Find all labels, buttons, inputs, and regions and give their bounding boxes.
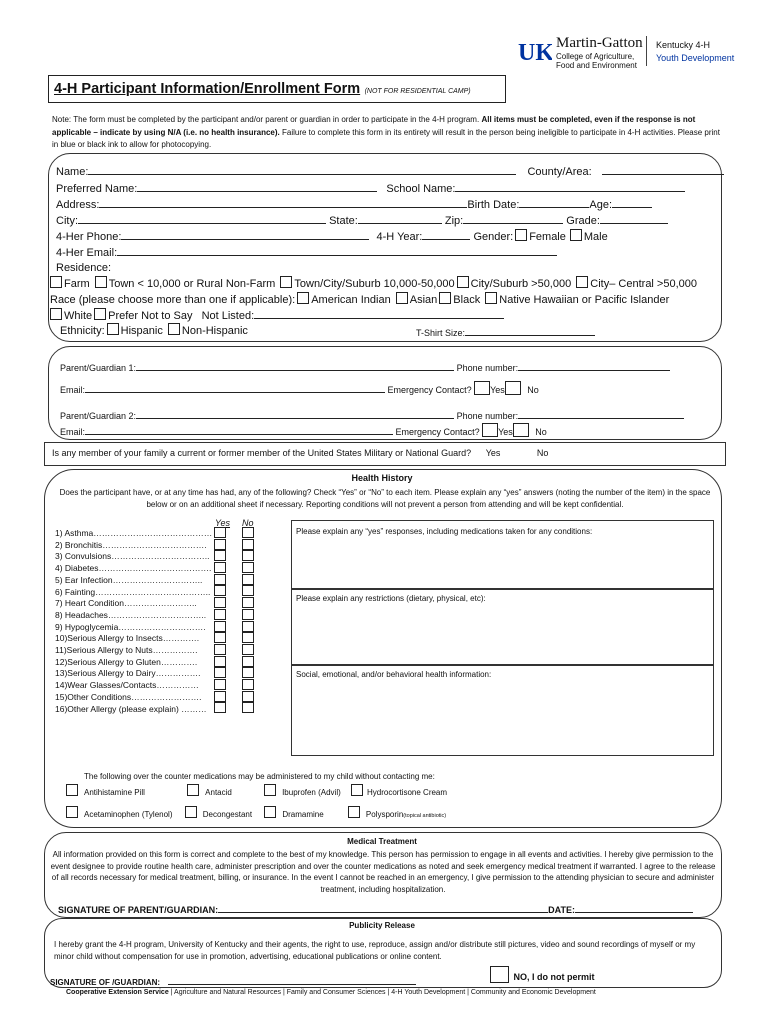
race-american-indian-checkbox[interactable] — [297, 292, 309, 304]
yes-col-header: Yes — [215, 518, 231, 528]
health-yes-checkbox[interactable] — [214, 702, 226, 713]
health-yes-checkbox[interactable] — [214, 644, 226, 655]
address-label: Address: — [56, 199, 100, 211]
health-no-checkbox[interactable] — [242, 550, 254, 561]
form-title-note: (NOT FOR RESIDENTIAL CAMP) — [364, 88, 471, 95]
medical-title: Medical Treatment — [347, 837, 417, 846]
med-decongestant-checkbox[interactable] — [185, 806, 197, 818]
health-item: 7) Heart Condition…………………….. — [55, 598, 197, 609]
health-item: 2) Bronchitis………………………………. — [55, 539, 207, 550]
residence-label: Residence: — [56, 262, 112, 274]
guardian1-email-label: Email: — [60, 385, 86, 395]
publicity-signature-field[interactable] — [168, 974, 416, 985]
footer: Cooperative Extension Service | Agriculture and Natural Resources | Family and Consumer Sciences | 4-H Youth Development | Community and Economic Development — [66, 989, 596, 996]
phone-label: 4-Her Phone: — [56, 231, 122, 243]
guardian2-emergency-yes-checkbox[interactable] — [482, 423, 498, 437]
health-no-checkbox[interactable] — [242, 527, 254, 538]
health-item: 12)Serious Allergy to Gluten…………. — [55, 656, 198, 667]
residence-city-checkbox[interactable] — [457, 276, 469, 288]
zip-label: Zip: — [444, 215, 464, 227]
birth-date-label: Birth Date: — [467, 199, 520, 211]
guardian2-label: Parent/Guardian 2: — [60, 411, 137, 421]
no-col-header: No — [242, 518, 254, 528]
race-prefer-not-checkbox[interactable] — [94, 308, 106, 320]
ethnicity-row: Ethnicity: Hispanic Non-Hispanic — [60, 325, 248, 337]
ethnicity-non-hispanic-checkbox[interactable] — [168, 323, 180, 335]
med-ibuprofen-checkbox[interactable] — [264, 784, 276, 796]
guardian2-emergency-no-checkbox[interactable] — [513, 423, 529, 437]
meds-intro: The following over the counter medications may be administered to my child without contacting me: — [84, 772, 435, 781]
med-antacid-checkbox[interactable] — [187, 784, 199, 796]
health-no-checkbox[interactable] — [242, 539, 254, 550]
female-checkbox[interactable] — [515, 229, 527, 241]
guardian2-email-label: Email: — [60, 427, 86, 437]
health-yes-checkbox[interactable] — [214, 562, 226, 573]
birth-date-field[interactable] — [519, 197, 589, 208]
guardian1-email-field[interactable] — [85, 382, 385, 393]
year-label: 4-H Year: — [376, 231, 423, 243]
city-label: City: — [56, 215, 78, 227]
health-intro: Does the participant have, or at any time has had, any of the following? Check “Yes” or “No” to each item. Please explain any “yes” answers (noting the number of the item) in the space below or on an additional sheet if necessary. Reporting conditions will not prevent a person from attending and will be kept confidential. — [59, 488, 711, 509]
med-hydrocortisone-checkbox[interactable] — [351, 784, 363, 796]
health-item: 15)Other Conditions……………………. — [55, 691, 202, 702]
grade-field[interactable] — [600, 213, 668, 224]
name-label: Name: — [56, 166, 89, 178]
health-no-checkbox[interactable] — [242, 691, 254, 702]
health-yes-checkbox[interactable] — [214, 656, 226, 667]
grade-label: Grade: — [566, 215, 600, 227]
health-no-checkbox[interactable] — [242, 656, 254, 667]
medical-signature-label: SIGNATURE OF PARENT/GUARDIAN: — [58, 905, 219, 915]
publicity-signature-label: SIGNATURE OF /GUARDIAN: — [50, 978, 161, 987]
city-field[interactable] — [78, 213, 326, 224]
health-no-checkbox[interactable] — [242, 632, 254, 643]
guardian1-emergency-no-checkbox[interactable] — [505, 381, 521, 395]
race-row-2: White Prefer Not to Say Not Listed: — [48, 308, 504, 322]
county-field[interactable] — [602, 164, 724, 175]
guardian1-label: Parent/Guardian 1: — [60, 363, 137, 373]
race-row: Race (please choose more than one if applicable): American Indian Asian Black Native Hawaiian or Pacific Islander — [50, 294, 670, 306]
health-yes-checkbox[interactable] — [214, 527, 226, 538]
med-dramamine-checkbox[interactable] — [264, 806, 276, 818]
health-no-checkbox[interactable] — [242, 644, 254, 655]
age-field[interactable] — [612, 197, 652, 208]
guardian2-field[interactable] — [136, 408, 454, 419]
medical-text: All information provided on this form is correct and complete to the best of my knowledge. This person has permission to engage in all events and activities. I hereby give permission to the event designee to provide routine health care, administer prescription and over the counter medications as noted and seek emergency medical treatment if warranted. I agree to the release of all records necessary for medical treatment, billing, or insurance. In the event I cannot be reached in an emergency, I give permission to the attending physician to secure and administer treatment, including hospitalization. — [50, 850, 716, 894]
no-permit-label: NO, I do not permit — [513, 972, 595, 982]
health-yes-checkbox[interactable] — [214, 550, 226, 561]
guardian1-field[interactable] — [136, 360, 454, 371]
male-checkbox[interactable] — [570, 229, 582, 241]
health-item: 8) Headaches…………………………….. — [55, 609, 207, 620]
no-permit-checkbox[interactable] — [490, 966, 509, 983]
military-no[interactable]: No — [536, 448, 549, 458]
race-not-listed-field[interactable] — [254, 308, 504, 319]
health-yes-checkbox[interactable] — [214, 597, 226, 608]
unit-line1: Kentucky 4-H — [656, 40, 711, 50]
gender-label: Gender: — [473, 231, 514, 243]
year-field[interactable] — [422, 229, 470, 240]
org-name: Martin-Gatton — [556, 35, 643, 51]
health-item: 11)Serious Allergy to Nuts……………. — [55, 645, 198, 656]
zip-field[interactable] — [463, 213, 563, 224]
med-acetaminophen-checkbox[interactable] — [66, 806, 78, 818]
state-field[interactable] — [358, 213, 442, 224]
phone-field[interactable] — [121, 229, 369, 240]
health-yes-checkbox[interactable] — [214, 632, 226, 643]
guardian1-phone-label: Phone number: — [456, 363, 519, 373]
health-yes-checkbox[interactable] — [214, 621, 226, 632]
health-no-checkbox[interactable] — [242, 585, 254, 596]
health-no-checkbox[interactable] — [242, 597, 254, 608]
uk-logo — [516, 36, 552, 66]
health-item: 9) Hypoglycemia…………………………. — [55, 621, 206, 632]
health-no-checkbox[interactable] — [242, 574, 254, 585]
health-yes-checkbox[interactable] — [214, 574, 226, 585]
tshirt-field[interactable] — [465, 325, 595, 336]
health-no-checkbox[interactable] — [242, 679, 254, 690]
health-no-checkbox[interactable] — [242, 562, 254, 573]
health-item: 6) Fainting………………………………….. — [55, 586, 211, 597]
health-item: 14)Wear Glasses/Contacts…………… — [55, 680, 199, 691]
health-yes-checkbox[interactable] — [214, 679, 226, 690]
race-white-checkbox[interactable] — [50, 308, 62, 320]
guardian2-phone-field[interactable] — [518, 408, 684, 419]
guardian1-emergency-label: Emergency Contact? — [387, 385, 472, 395]
med-polysporin-checkbox[interactable] — [348, 806, 360, 818]
race-asian-checkbox[interactable] — [396, 292, 408, 304]
health-item: 16)Other Allergy (please explain) ……… — [55, 703, 207, 714]
residence-town-checkbox[interactable] — [95, 276, 107, 288]
guardian2-phone-label: Phone number: — [456, 411, 519, 421]
health-no-checkbox[interactable] — [242, 702, 254, 713]
age-label: Age: — [589, 199, 613, 211]
preferred-name-label: Preferred Name: — [56, 183, 138, 195]
health-no-checkbox[interactable] — [242, 667, 254, 678]
state-label: State: — [329, 215, 358, 227]
name-field[interactable] — [88, 164, 516, 175]
org-sub2: Food and Environment — [556, 61, 637, 70]
health-yes-checkbox[interactable] — [214, 609, 226, 620]
med-antihistamine-checkbox[interactable] — [66, 784, 78, 796]
health-no-checkbox[interactable] — [242, 621, 254, 632]
form-note: Note: The form must be completed by the participant and/or parent or guardian in order to participate in the 4-H program. All items must be completed, even if the response is not applicable – indicate by using N/A (i.e. no health insurance). Failure to complete this form in its entirety will result in the person being ineligible to participate in 4-H activities. Please print in blue or black ink to allow for photocopying. — [52, 115, 720, 149]
explain-restrictions-label: Please explain any restrictions (dietary, physical, etc): — [296, 594, 486, 603]
ethnicity-hispanic-checkbox[interactable] — [107, 323, 119, 335]
guardian2-emergency-label: Emergency Contact? — [395, 427, 480, 437]
health-yes-checkbox[interactable] — [214, 667, 226, 678]
military-yes[interactable]: Yes — [485, 448, 501, 458]
explain-yes-label: Please explain any “yes” responses, including medications taken for any conditions: — [296, 527, 593, 536]
race-black-checkbox[interactable] — [439, 292, 451, 304]
medical-date-label: DATE: — [548, 905, 576, 915]
org-sub1: College of Agriculture, — [556, 52, 635, 61]
health-yes-checkbox[interactable] — [214, 539, 226, 550]
health-title: Health History — [351, 473, 413, 483]
guardian2-email-field[interactable] — [85, 424, 393, 435]
health-items-list — [55, 528, 212, 715]
health-item: 5) Ear Infection………………………….. — [55, 574, 203, 585]
county-label: County/Area: — [527, 166, 592, 178]
email-field[interactable] — [117, 245, 557, 256]
health-item: 10)Serious Allergy to Insects…………. — [55, 633, 200, 644]
residence-options: Farm Town < 10,000 or Rural Non-Farm Town/City/Suburb 10,000-50,000 City/Suburb >50,000 City– Central >50,000 — [48, 276, 697, 290]
form-title: 4-H Participant Information/Enrollment Form — [54, 81, 361, 97]
health-yes-checkbox[interactable] — [214, 691, 226, 702]
school-name-label: School Name: — [386, 183, 456, 195]
svg-text:UK: UK — [518, 40, 552, 66]
medical-date-field[interactable] — [575, 902, 693, 913]
address-field[interactable] — [99, 197, 467, 208]
publicity-title: Publicity Release — [349, 921, 415, 930]
preferred-name-field[interactable] — [137, 181, 377, 192]
tshirt-label: T-Shirt Size: — [416, 328, 466, 338]
health-item: 1) Asthma…………………………………… — [55, 528, 213, 538]
school-name-field[interactable] — [455, 181, 685, 192]
publicity-text: I hereby grant the 4-H program, University of Kentucky and their agents, the right to use, reproduce, assign and/or distribute still pictures, video and sound recordings of myself or my minor child without compensation for use in promotion, advertising, educational publications or online content. — [54, 940, 696, 961]
guardian1-phone-field[interactable] — [518, 360, 670, 371]
email-label: 4-Her Email: — [56, 247, 118, 259]
military-question: Is any member of your family a current or former member of the United States Military or National Guard? — [52, 448, 472, 458]
residence-central-checkbox[interactable] — [576, 276, 588, 288]
health-no-checkbox[interactable] — [242, 609, 254, 620]
race-native-hawaiian-checkbox[interactable] — [485, 292, 497, 304]
residence-suburb-checkbox[interactable] — [280, 276, 292, 288]
social-health-label: Social, emotional, and/or behavioral health information: — [296, 670, 492, 679]
residence-farm-checkbox[interactable] — [50, 276, 62, 288]
health-yes-checkbox[interactable] — [214, 585, 226, 596]
guardian1-emergency-yes-checkbox[interactable] — [474, 381, 490, 395]
health-item: 4) Diabetes…………………………………. — [55, 563, 212, 574]
health-item: 3) Convulsions…………………………….. — [55, 551, 210, 562]
unit-line2: Youth Development — [656, 53, 735, 63]
health-item: 13)Serious Allergy to Dairy……………. — [55, 668, 201, 679]
medical-signature-field[interactable] — [218, 902, 548, 913]
